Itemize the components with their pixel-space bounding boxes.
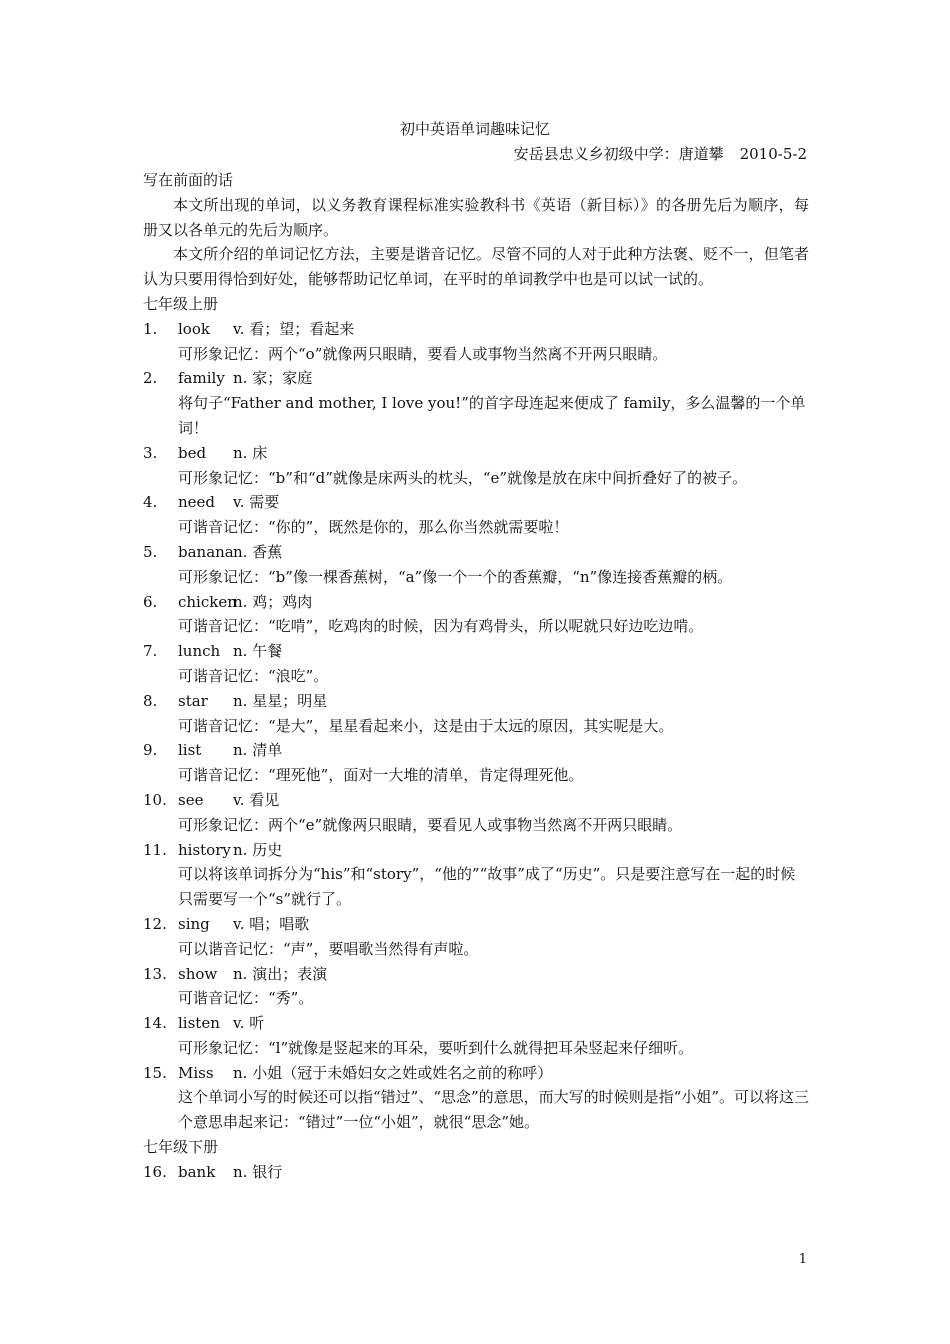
- vocab-item-head: [143, 490, 809, 515]
- sections-container: [143, 292, 809, 1185]
- vocab-number: 14.: [143, 1014, 167, 1033]
- vocab-number: 5.: [143, 542, 158, 561]
- vocab-item-head: [143, 639, 809, 664]
- vocab-definition: v. 看；望；看起来: [233, 319, 355, 338]
- vocab-explanation: 可形象记忆：“b”像一棵香蕉树，“a”像一个一个的香蕉瓣，“n”像连接香蕉瓣的柄。: [178, 567, 733, 586]
- vocab-item: [143, 912, 809, 962]
- vocab-definition: n. 演出；表演: [233, 964, 328, 983]
- vocab-word: chicken: [178, 592, 237, 611]
- vocab-item-head: [143, 1011, 809, 1036]
- vocab-definition: v. 听: [233, 1014, 265, 1033]
- vocab-number: 16.: [143, 1162, 167, 1181]
- vocab-definition: n. 银行: [233, 1162, 283, 1181]
- vocab-definition: n. 鸡；鸡肉: [233, 592, 313, 611]
- vocab-item-head: [143, 912, 809, 937]
- preface-paragraph-2: 本文所介绍的单词记忆方法，主要是谐音记忆。尽管不同的人对于此种方法褒、贬不一，但笔者认为只要用得恰到好处，能够帮助记忆单词，在平时的单词教学中也是可以试一试的。: [143, 245, 809, 289]
- vocab-item-head: [143, 540, 809, 565]
- vocab-number: 12.: [143, 914, 167, 933]
- vocab-explanation: 可形象记忆：“b”和“d”就像是床两头的枕头，“e”就像是放在床中间折叠好了的被子。: [178, 468, 748, 487]
- page-number: 1: [798, 1252, 807, 1267]
- vocab-definition: n. 清单: [233, 741, 283, 760]
- vocab-item: [143, 639, 809, 689]
- vocab-item: [143, 366, 809, 440]
- vocab-explanation: 可形象记忆：“l”就像是竖起来的耳朵，要听到什么就得把耳朵竖起来仔细听。: [178, 1038, 694, 1057]
- vocab-number: 7.: [143, 642, 158, 661]
- preface-heading: 写在前面的话: [143, 171, 234, 189]
- vocab-explanation: 这个单词小写的时候还可以指“错过”、“思念”的意思，而大写的时候则是指“小姐”。可以将这三个意思串起来记：“错过”一位“小姐”，就很“思念”她。: [178, 1088, 810, 1132]
- vocab-item-head: [143, 590, 809, 615]
- vocab-number: 1.: [143, 319, 158, 338]
- vocab-explanation: 可形象记忆：两个“o”就像两只眼睛，要看人或事物当然离不开两只眼睛。: [178, 344, 668, 363]
- vocab-item: [143, 838, 809, 912]
- vocab-word: history: [178, 840, 231, 859]
- vocab-word: bed: [178, 443, 207, 462]
- vocab-item-head: [143, 689, 809, 714]
- vocab-word: sing: [178, 914, 210, 933]
- vocab-word: banana: [178, 542, 234, 561]
- vocab-number: 3.: [143, 443, 158, 462]
- vocab-definition: n. 历史: [233, 840, 283, 859]
- author-date: 2010-5-2: [739, 145, 807, 163]
- vocab-number: 6.: [143, 592, 158, 611]
- vocab-explanation: 可以谐音记忆：“声”，要唱歌当然得有声啦。: [178, 939, 479, 958]
- vocab-definition: n. 床: [233, 443, 268, 462]
- vocab-number: 13.: [143, 964, 167, 983]
- vocab-item-head: [143, 1160, 809, 1185]
- vocab-definition: n. 家；家庭: [233, 369, 313, 388]
- vocab-item: [143, 738, 809, 788]
- vocab-definition: v. 需要: [233, 493, 280, 512]
- vocab-word: listen: [178, 1014, 220, 1033]
- vocab-item-head: [143, 738, 809, 763]
- vocab-explanation: 可形象记忆：两个“e”就像两只眼睛，要看见人或事物当然离不开两只眼睛。: [178, 815, 683, 834]
- vocab-item-head: [143, 441, 809, 466]
- vocab-word: show: [178, 964, 218, 983]
- vocab-definition: n. 午餐: [233, 642, 283, 661]
- vocab-item: [143, 1160, 809, 1185]
- vocab-explanation: 可以将该单词拆分为“his”和“story”，“他的”“故事”成了“历史”。只是要注意写在一起的时候只需要写一个“s”就行了。: [178, 865, 796, 909]
- vocab-word: need: [178, 493, 216, 512]
- vocab-definition: v. 看见: [233, 790, 280, 809]
- vocab-item: [143, 441, 809, 491]
- vocab-definition: v. 唱；唱歌: [233, 914, 310, 933]
- vocab-explanation: 可谐音记忆：“吃啃”，吃鸡肉的时候，因为有鸡骨头，所以呢就只好边吃边啃。: [178, 617, 704, 636]
- vocab-item-head: [143, 962, 809, 987]
- vocab-word: family: [178, 369, 225, 388]
- vocab-explanation: 可谐音记忆：“是大”，星星看起来小，这是由于太远的原因，其实呢是大。: [178, 716, 674, 735]
- vocab-number: 11.: [143, 840, 167, 859]
- vocab-definition: n. 小姐（冠于未婚妇女之姓或姓名之前的称呼）: [233, 1063, 553, 1082]
- vocab-number: 2.: [143, 369, 158, 388]
- vocab-number: 10.: [143, 790, 167, 809]
- vocab-item: [143, 590, 809, 640]
- vocab-word: star: [178, 691, 208, 710]
- vocab-number: 15.: [143, 1063, 167, 1082]
- document-body: [143, 168, 809, 1185]
- vocab-item-head: [143, 1061, 809, 1086]
- vocab-definition: n. 香蕉: [233, 542, 283, 561]
- vocab-item: [143, 1061, 809, 1135]
- vocab-number: 8.: [143, 691, 158, 710]
- author-line: [514, 144, 807, 164]
- document-title: 初中英语单词趣味记忆: [399, 120, 550, 138]
- vocab-explanation: 可谐音记忆：“浪吃”。: [178, 666, 329, 685]
- vocab-definition: n. 星星；明星: [233, 691, 328, 710]
- vocab-item: [143, 540, 809, 590]
- vocab-item: [143, 788, 809, 838]
- vocab-number: 9.: [143, 741, 158, 760]
- vocab-word: lunch: [178, 642, 221, 661]
- vocab-item: [143, 317, 809, 367]
- vocab-explanation: 可谐音记忆：“你的”，既然是你的，那么你当然就需要啦！: [178, 518, 569, 537]
- vocab-item: [143, 1011, 809, 1061]
- vocab-item-head: [143, 366, 809, 391]
- vocab-word: list: [178, 741, 202, 760]
- vocab-word: bank: [178, 1162, 216, 1181]
- vocab-explanation: 可谐音记忆：“理死他”，面对一大堆的清单，肯定得理死他。: [178, 766, 584, 785]
- vocab-number: 4.: [143, 493, 158, 512]
- vocab-item: [143, 490, 809, 540]
- section-heading: 七年级下册: [143, 1138, 219, 1157]
- vocab-item: [143, 962, 809, 1012]
- section-heading: 七年级上册: [143, 294, 219, 313]
- vocab-word: see: [178, 790, 204, 809]
- vocab-explanation: 将句子“Father and mother, I love you!”的首字母连起来便成了 family，多么温馨的一个单词！: [178, 394, 806, 437]
- vocab-word: look: [178, 319, 210, 338]
- vocab-word: Miss: [178, 1063, 214, 1082]
- vocab-explanation: 可谐音记忆：“秀”。: [178, 989, 314, 1008]
- preface-paragraph-1: 本文所出现的单词，以义务教育课程标准实验教科书《英语（新目标）》的各册先后为顺序，每册又以各单元的先后为顺序。: [143, 195, 809, 239]
- vocab-item-head: [143, 317, 809, 342]
- vocab-item: [143, 689, 809, 739]
- vocab-item-head: [143, 788, 809, 813]
- author-name: 安岳县忠义乡初级中学：唐道攀: [513, 145, 724, 163]
- vocab-item-head: [143, 838, 809, 863]
